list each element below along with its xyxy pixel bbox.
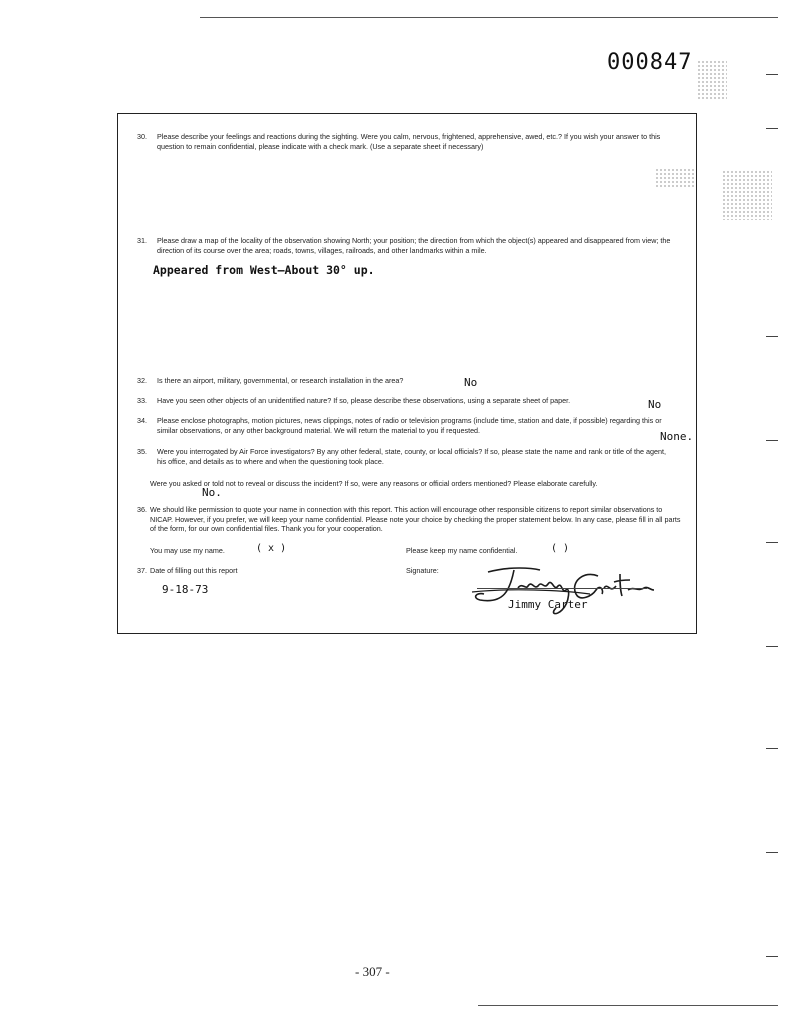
q30-number: 30.	[137, 132, 147, 141]
q31-answer: Appeared from West—About 30° up.	[153, 263, 375, 277]
q32-answer: No	[464, 376, 478, 389]
edge-tick	[766, 440, 778, 441]
edge-tick	[766, 748, 778, 749]
scan-noise	[697, 60, 727, 100]
q37-number: 37.	[137, 566, 147, 575]
typed-name: Jimmy Carter	[508, 598, 588, 611]
edge-tick	[766, 956, 778, 957]
q35-text: Were you interrogated by Air Force investigators? By any other federal, state, county, or local officials? If so, please state the name and rank or title of the agent, his office, and details as to where and when the questioning took place.	[157, 447, 666, 466]
q31-text: Please draw a map of the locality of the observation showing North; your position; the direction from which the object(s) appeared and disappeared from view; the direction of its course over the area; roads, towns, villages, railroads, and other landmarks within a mile.	[157, 236, 671, 255]
confidential-label: Please keep my name confidential.	[406, 546, 518, 555]
q33-text: Have you seen other objects of an unidentified nature? If so, please describe these observations, using a separate sheet of paper.	[157, 396, 571, 405]
q37-answer: 9-18-73	[162, 583, 209, 596]
bottom-rule	[478, 1005, 778, 1006]
confidential-checkbox[interactable]: ( )	[551, 543, 570, 554]
q32-text: Is there an airport, military, governmental, or research installation in the area?	[157, 376, 404, 385]
q30-text: Please describe your feelings and reactions during the sighting. Were you calm, nervous, frightened, apprehensive, awed, etc.? If you wish your answer to this question to remain confidential, please indicate with a check mark. (Use a separate sheet if necessary)	[157, 132, 661, 151]
use-name-label: You may use my name.	[150, 546, 225, 555]
scan-noise	[722, 170, 772, 220]
edge-tick	[766, 542, 778, 543]
use-name-checkbox[interactable]: ( x )	[256, 543, 287, 554]
document-id: 000847	[607, 50, 693, 75]
q35-answer: No.	[202, 486, 222, 499]
q34-answer: None.	[660, 430, 694, 443]
edge-tick	[766, 852, 778, 853]
form-frame	[117, 113, 697, 634]
q37-text: Date of filling out this report	[150, 566, 238, 575]
edge-tick	[766, 128, 778, 129]
q32-number: 32.	[137, 376, 147, 385]
handwritten-signature	[470, 560, 660, 630]
top-rule	[200, 17, 778, 18]
q34-number: 34.	[137, 416, 147, 425]
q31-number: 31.	[137, 236, 147, 245]
q36-number: 36.	[137, 505, 147, 514]
signature-line	[477, 588, 647, 589]
scan-noise	[655, 168, 695, 188]
page-number: - 307 -	[355, 964, 390, 979]
q35-followup-text: Were you asked or told not to reveal or discuss the incident? If so, were any reasons or official orders mentioned? Please elaborate carefully.	[150, 479, 598, 488]
q33-number: 33.	[137, 396, 147, 405]
edge-tick	[766, 74, 778, 75]
signature-label: Signature:	[406, 566, 439, 575]
q33-answer: No	[648, 398, 662, 411]
q35-number: 35.	[137, 447, 147, 456]
edge-tick	[766, 336, 778, 337]
edge-tick	[766, 646, 778, 647]
q34-text: Please enclose photographs, motion pictures, news clippings, notes of radio or television programs (include time, station and date, if possible) regarding this or similar observations, or any other background material. We will return the material to you if requested.	[157, 416, 662, 435]
q36-text: We should like permission to quote your name in connection with this report. This action will encourage other responsible citizens to report similar observations to NICAP. However, if you prefer, we will keep your name confidential. Please note your choice by checking the proper statement below. In any case, please fill in all parts of the form, for our own confidential files. Thank you for your cooperation.	[150, 505, 681, 533]
